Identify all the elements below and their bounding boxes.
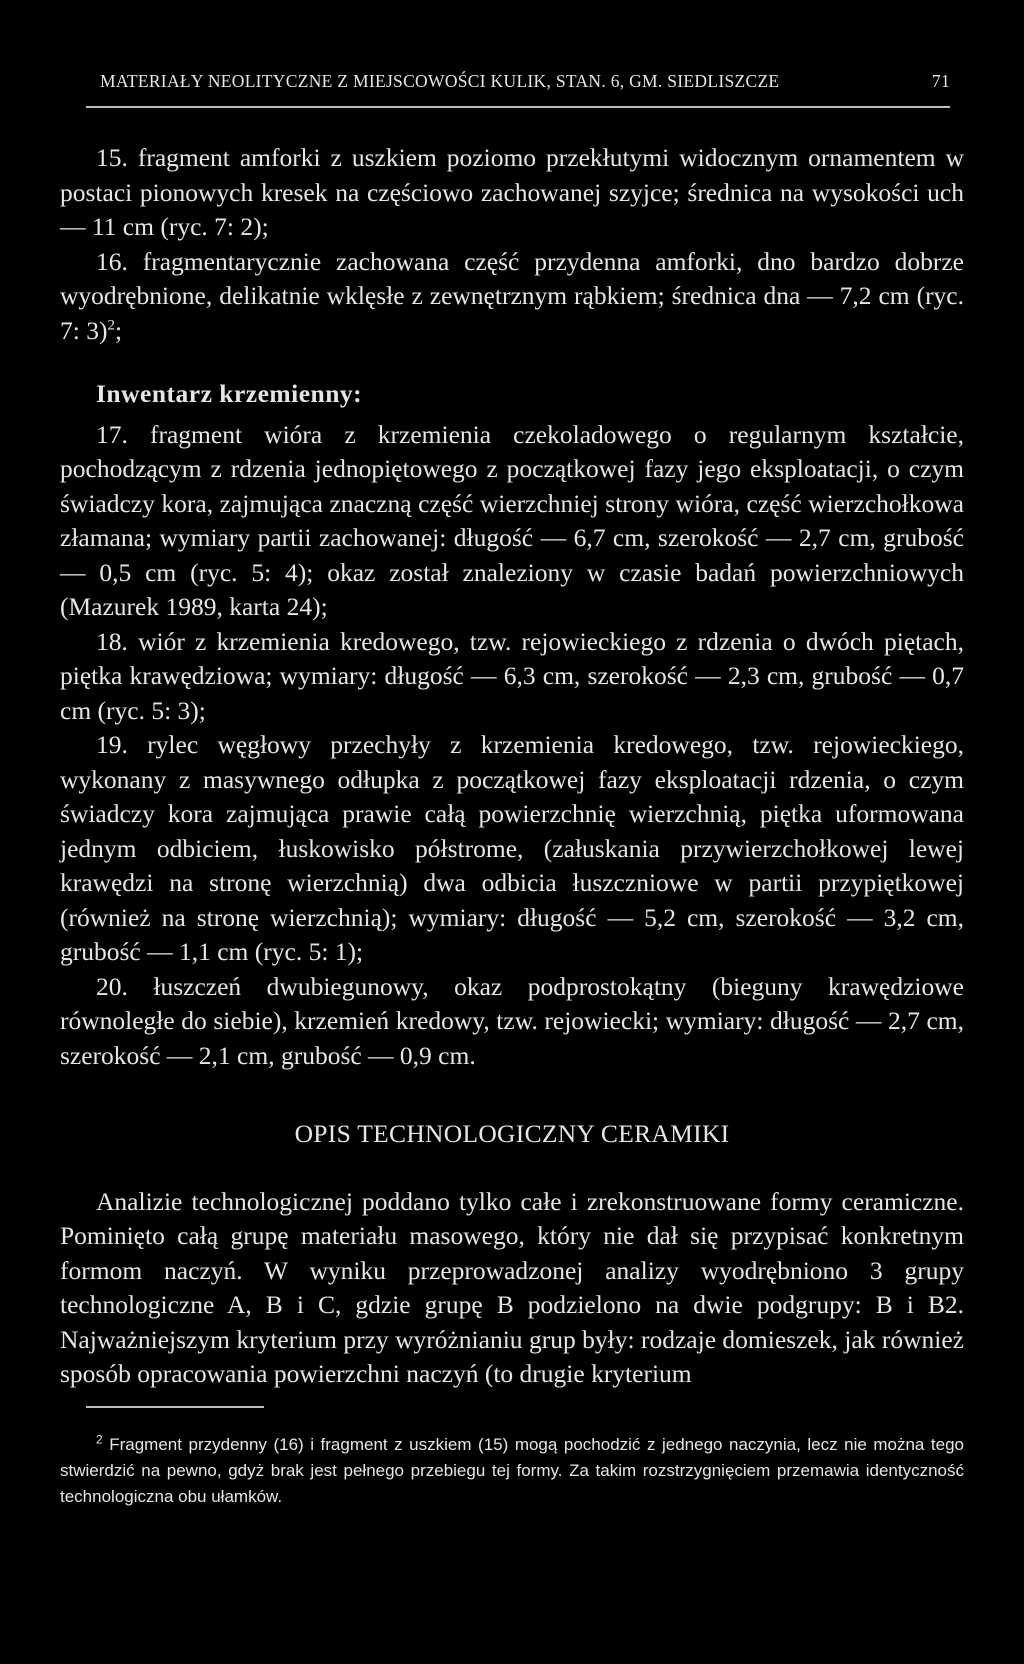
footnote-ref: 2: [107, 317, 115, 333]
item-20: 20. łuszczeń dwubiegunowy, okaz podprostokątny (bieguny krawędziowe równoległe do siebie), krzemień kredowy, tzw. rejowiecki; wymiary: długość — 2,7 cm, szerokość — 2,1 cm, grubość — 0,9 cm.: [60, 971, 964, 1070]
spacer: [60, 1152, 964, 1185]
item-16-tail: ;: [114, 315, 123, 345]
main-text: [60, 141, 964, 1392]
item-15: 15. fragment amforki z uszkiem poziomo przekłutymi widocznym ornamentem w postaci pionowych kresek na częściowo zachowanej szyjce; średnica na wysokości uch — 11 cm (ryc. 7: 2);: [60, 143, 964, 241]
section-heading: OPIS TECHNOLOGICZNY CERAMIKI: [294, 1119, 730, 1148]
spacer: [60, 348, 964, 377]
footnote: [60, 1432, 964, 1510]
spacer: [60, 1073, 964, 1117]
item-19: 19. rylec węgłowy przechyły z krzemienia kredowego, tzw. rejowieckiego, wykonany z masywnego odłupka z początkowej fazy eksploatacji rdzenia, o czym świadczy kora zajmująca prawie całą powierzchnię wierzchnią, piętka uformowana jednym odbiciem, łuskowisko półstrome, (załuskania przywierzchołkowej lewej krawędzi na stronę wierzchnią) dwa odbicia łuszczniowe w partii przypiętkowej (również na stronę wierzchnią); wymiary: długość — 5,2 cm, szerokość — 3,2 cm, grubość — 1,1 cm (ryc. 5: 1);: [60, 730, 964, 966]
item-16-text: 16. fragmentarycznie zachowana część przydenna amforki, dno bardzo dobrze wyodrębnione, delikatnie wklęsłe z zewnętrznym rąbkiem; średnica dna — 7,2 cm (ryc. 7: 3): [60, 246, 964, 345]
flint-heading: Inwentarz krzemienny:: [96, 379, 363, 408]
section-paragraph: Analizie technologicznej poddano tylko całe i zrekonstruowane formy ceramiczne. Pominięto całą grupę materiału masowego, który nie dał się przypisać konkretnym formom naczyń. W wyniku przeprowadzonej analizy wyodrębniono 3 grupy technologiczne A, B i C, gdzie grupę B podzielono na dwie podgrupy: B i B2. Najważniejszym kryterium przy wyróżnianiu grup były: rodzaje domieszek, jak również sposób opracowania powierzchni naczyń (to drugie kryterium: [60, 1186, 964, 1388]
footnote-text: Fragment przydenny (16) i fragment z uszkiem (15) mogą pochodzić z jednego naczynia, lecz nie można tego stwierdzić na pewno, gdyż brak jest pełnego przebiegu tej formy. Za takim rozstrzygnięciem przemawia identyczność technologiczna obu ułamków.: [60, 1435, 964, 1506]
footnote-marker: 2: [96, 1432, 103, 1447]
running-title: MATERIAŁY NEOLITYCZNE Z MIEJSCOWOŚCI KULIK, STAN. 6, GM. SIEDLISZCZE: [100, 71, 780, 91]
page-number: 71: [931, 71, 950, 91]
header-rule: [86, 106, 950, 108]
running-header: [100, 70, 950, 92]
item-17: 17. fragment wióra z krzemienia czekoladowego o regularnym kształcie, pochodzącym z rdzenia jednopiętowego z początkowej fazy jego eksploatacji, o czym świadczy kora, zajmująca znaczną część wierzchniej strony wióra, część wierzchołkowa złamana; wymiary partii zachowanej: długość — 6,7 cm, szerokość — 2,7 cm, grubość — 0,5 cm (ryc. 5: 4); okaz został znaleziony w czasie badań powierzchniowych (Mazurek 1989, karta 24);: [60, 419, 964, 621]
footnote-rule: [86, 1406, 264, 1408]
item-18: 18. wiór z krzemienia kredowego, tzw. rejowieckiego z rdzenia o dwóch piętach, piętka krawędziowa; wymiary: długość — 6,3 cm, szerokość — 2,3 cm, grubość — 0,7 cm (ryc. 5: 3);: [60, 626, 964, 725]
item-16: [60, 245, 964, 349]
